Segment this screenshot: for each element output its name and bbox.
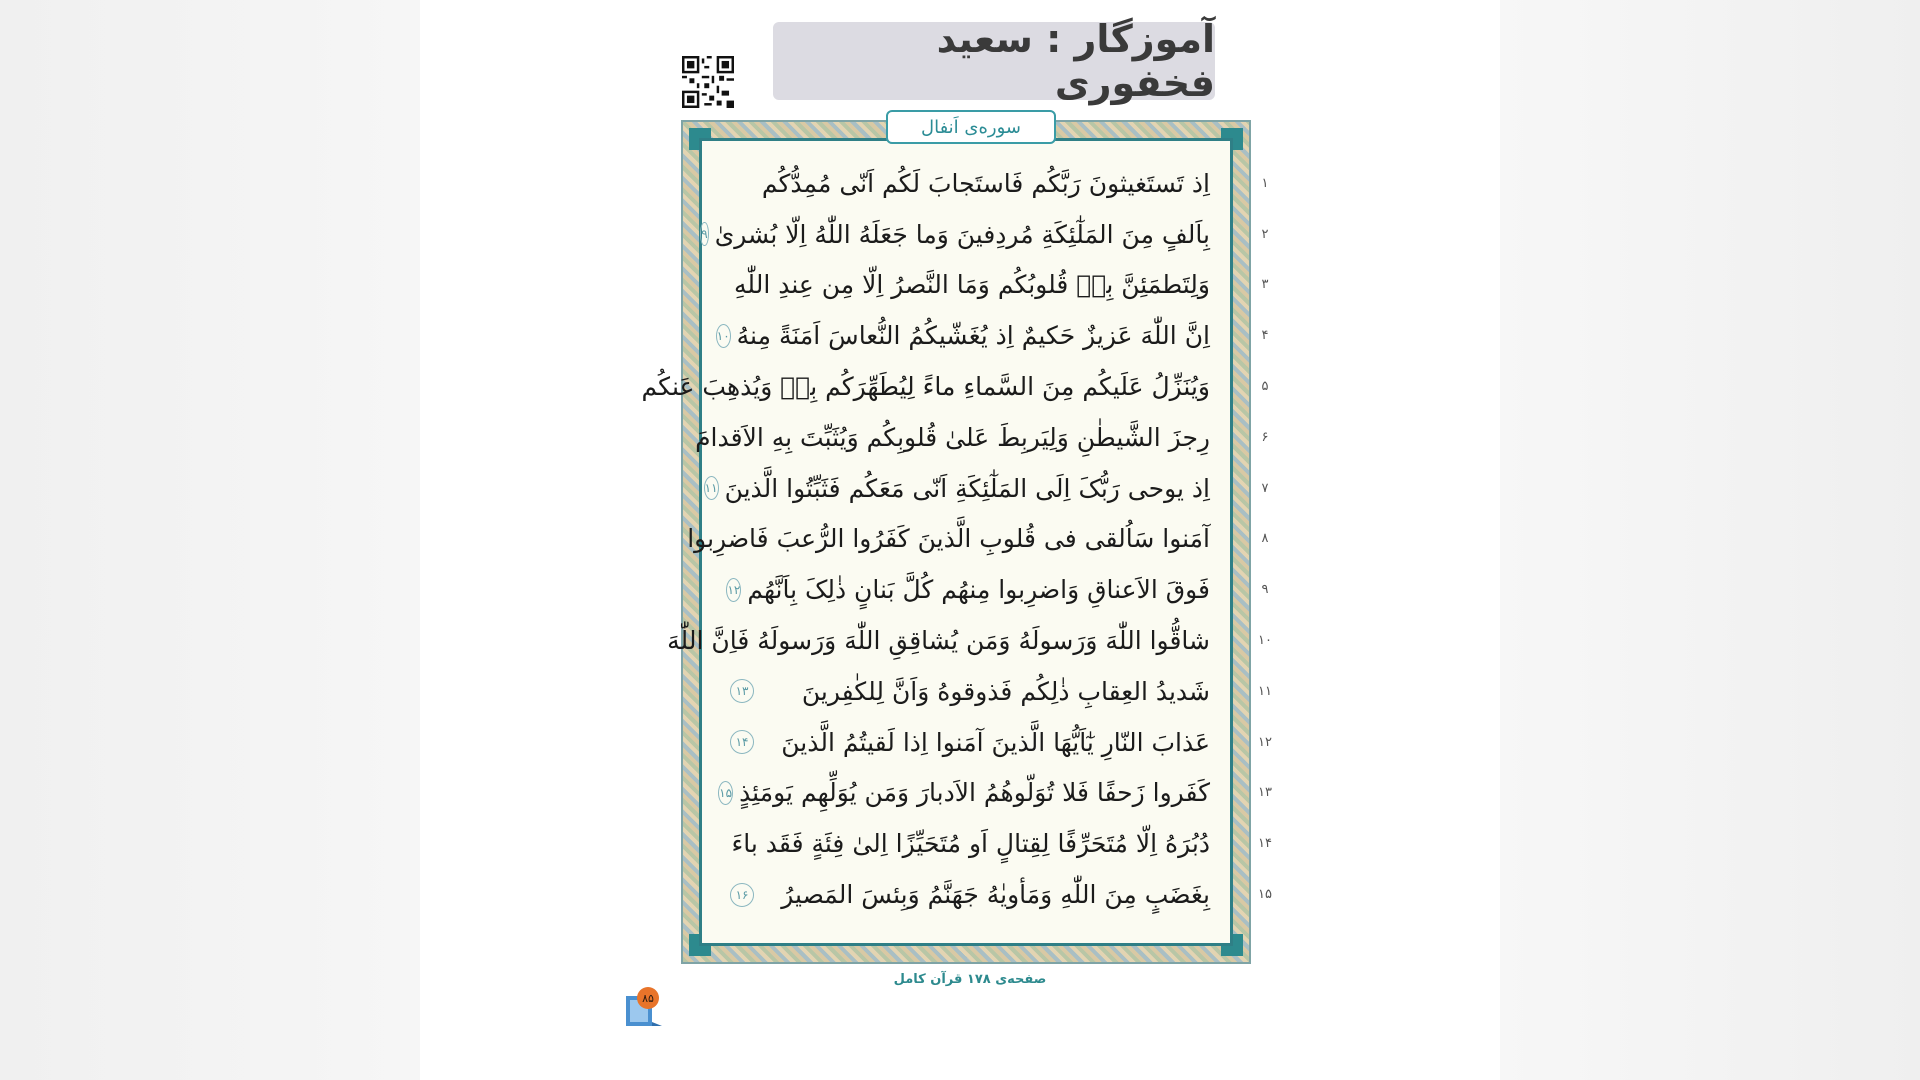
line-number: ۳ <box>1261 277 1269 293</box>
verse-line <box>704 463 1210 514</box>
verse-line <box>724 564 1210 615</box>
line-number: ۵ <box>1261 379 1269 395</box>
ayah-marker: ۱۱ <box>704 476 719 500</box>
teacher-name-text: آموزگار : سعید فخفوری <box>936 17 1215 105</box>
surah-title-text: سوره‌ی اَنفال <box>921 116 1021 138</box>
line-number: ۶ <box>1261 429 1269 445</box>
verse-lines <box>641 158 1210 920</box>
verse-text: آمَنوا سَاُلقی فی قُلوبِ الَّذینَ کَفَرُوا الرُّعبَ فَاضرِبوا <box>687 524 1210 554</box>
line-number: ۱۵ <box>1258 887 1272 903</box>
verse-text: وَیُنَزِّلُ عَلَیکُم مِنَ السَّماءِ ماءً لِیُطَهِّرَکُم بِهٖ وَیُذهِبَ عَنکُم <box>641 372 1210 402</box>
right-blurred-margin <box>1500 0 1920 1080</box>
line-number: ۴ <box>1261 328 1269 344</box>
verse-line <box>724 260 1210 311</box>
page-reference: صفحه‌ی ۱۷۸ قرآن کامل <box>893 972 1047 987</box>
verse-line <box>716 310 1210 361</box>
line-number: ۹ <box>1261 582 1269 598</box>
verse-text: بِغَضَبٍ مِنَ اللّٰهِ وَمَأویٰهُ جَهَنَّمُ وَبِئسَ المَصیرُ <box>781 880 1210 910</box>
ayah-marker: ۱۶ <box>730 883 754 907</box>
verse-text: وَلِتَطمَئِنَّ بِهٖ قُلوبُکُم وَمَا النَّصرُ اِلّا مِن عِندِ اللّٰهِ <box>734 270 1210 300</box>
teacher-name-banner <box>773 17 1215 105</box>
verse-line <box>724 158 1210 209</box>
verse-text: رِجزَ الشَّیطٰنِ وَلِیَربِطَ عَلیٰ قُلوبِکُم وَیُثَبِّتَ بِهِ الاَقدامَ <box>695 422 1210 452</box>
verse-line <box>667 615 1210 666</box>
page-number-badge <box>622 986 668 1030</box>
line-number: ۱۴ <box>1258 836 1272 852</box>
verse-line <box>724 869 1210 920</box>
ayah-marker: ۹ <box>700 222 708 246</box>
line-number: ۱۲ <box>1258 734 1272 750</box>
verse-text: اِنَّ اللّٰهَ عَزیزٌ حَکیمٌ اِذ یُغَشّیکُمُ النُّعاسَ اَمَنَةً مِنهُ <box>736 321 1210 351</box>
line-number: ۱۳ <box>1258 785 1272 801</box>
verse-text: کَفَروا زَحفًا فَلا تُوَلّوهُمُ الاَدبارَ وَمَن یُوَلِّهِم یَومَئِذٍ <box>739 778 1210 808</box>
page-number-text: ۸۵ <box>642 992 654 1005</box>
line-number: ۷ <box>1261 480 1269 496</box>
ayah-marker: ۱۴ <box>730 730 754 754</box>
verse-line <box>687 514 1210 565</box>
verse-line <box>701 209 1210 260</box>
left-blurred-margin <box>0 0 420 1080</box>
qr-code-icon <box>682 56 734 108</box>
line-number: ۱ <box>1261 175 1269 191</box>
line-number: ۲ <box>1261 226 1269 242</box>
verse-line <box>719 768 1210 819</box>
line-number: ۱۱ <box>1258 683 1272 699</box>
verse-text: دُبُرَهُ اِلّا مُتَحَرِّفًا لِقِتالٍ اَو مُتَحَیِّزًا اِلیٰ فِئَةٍ فَقَد باءَ <box>731 829 1210 859</box>
verse-line <box>695 412 1210 463</box>
verse-text: اِذ یوحی رَبُّکَ اِلَی المَلٰٓئِکَةِ اَنّی مَعَکُم فَثَبِّتُوا الَّذینَ <box>724 473 1210 503</box>
verse-line <box>724 666 1210 717</box>
verse-text: عَذابَ النّارِ یٰٓاَیُّهَا الَّذینَ آمَنوا اِذا لَقیتُمُ الَّذینَ <box>781 727 1210 757</box>
verse-line <box>724 818 1210 869</box>
verse-text: فَوقَ الاَعناقِ وَاضرِبوا مِنهُم کُلَّ بَنانٍ ذٰلِکَ بِاَنَّهُم <box>747 575 1210 605</box>
ayah-marker: ۱۰ <box>716 324 731 348</box>
surah-title <box>886 110 1056 144</box>
verse-line <box>641 361 1210 412</box>
ayah-marker: ۱۳ <box>730 679 754 703</box>
verse-line <box>724 717 1210 768</box>
line-number: ۱۰ <box>1258 633 1272 649</box>
verse-text: اِذ تَستَغیثونَ رَبَّکُم فَاستَجابَ لَکُم اَنّی مُمِدُّکُم <box>761 168 1210 198</box>
verse-text: بِاَلفٍ مِنَ المَلٰٓئِکَةِ مُردِفینَ وَما جَعَلَهُ اللّٰهُ اِلّا بُشریٰ <box>714 219 1210 249</box>
line-numbers <box>1254 158 1276 920</box>
verse-text: شَدیدُ العِقابِ ذٰلِکُم فَذوقوهُ وَاَنَّ لِلکٰفِرینَ <box>801 676 1210 706</box>
ayah-marker: ۱۲ <box>726 578 741 602</box>
verse-text: شاقُّوا اللّٰهَ وَرَسولَهُ وَمَن یُشاقِقِ اللّٰهَ وَرَسولَهُ فَاِنَّ اللّٰهَ <box>667 626 1210 656</box>
ayah-marker: ۱۵ <box>718 781 733 805</box>
line-number: ۸ <box>1261 531 1269 547</box>
